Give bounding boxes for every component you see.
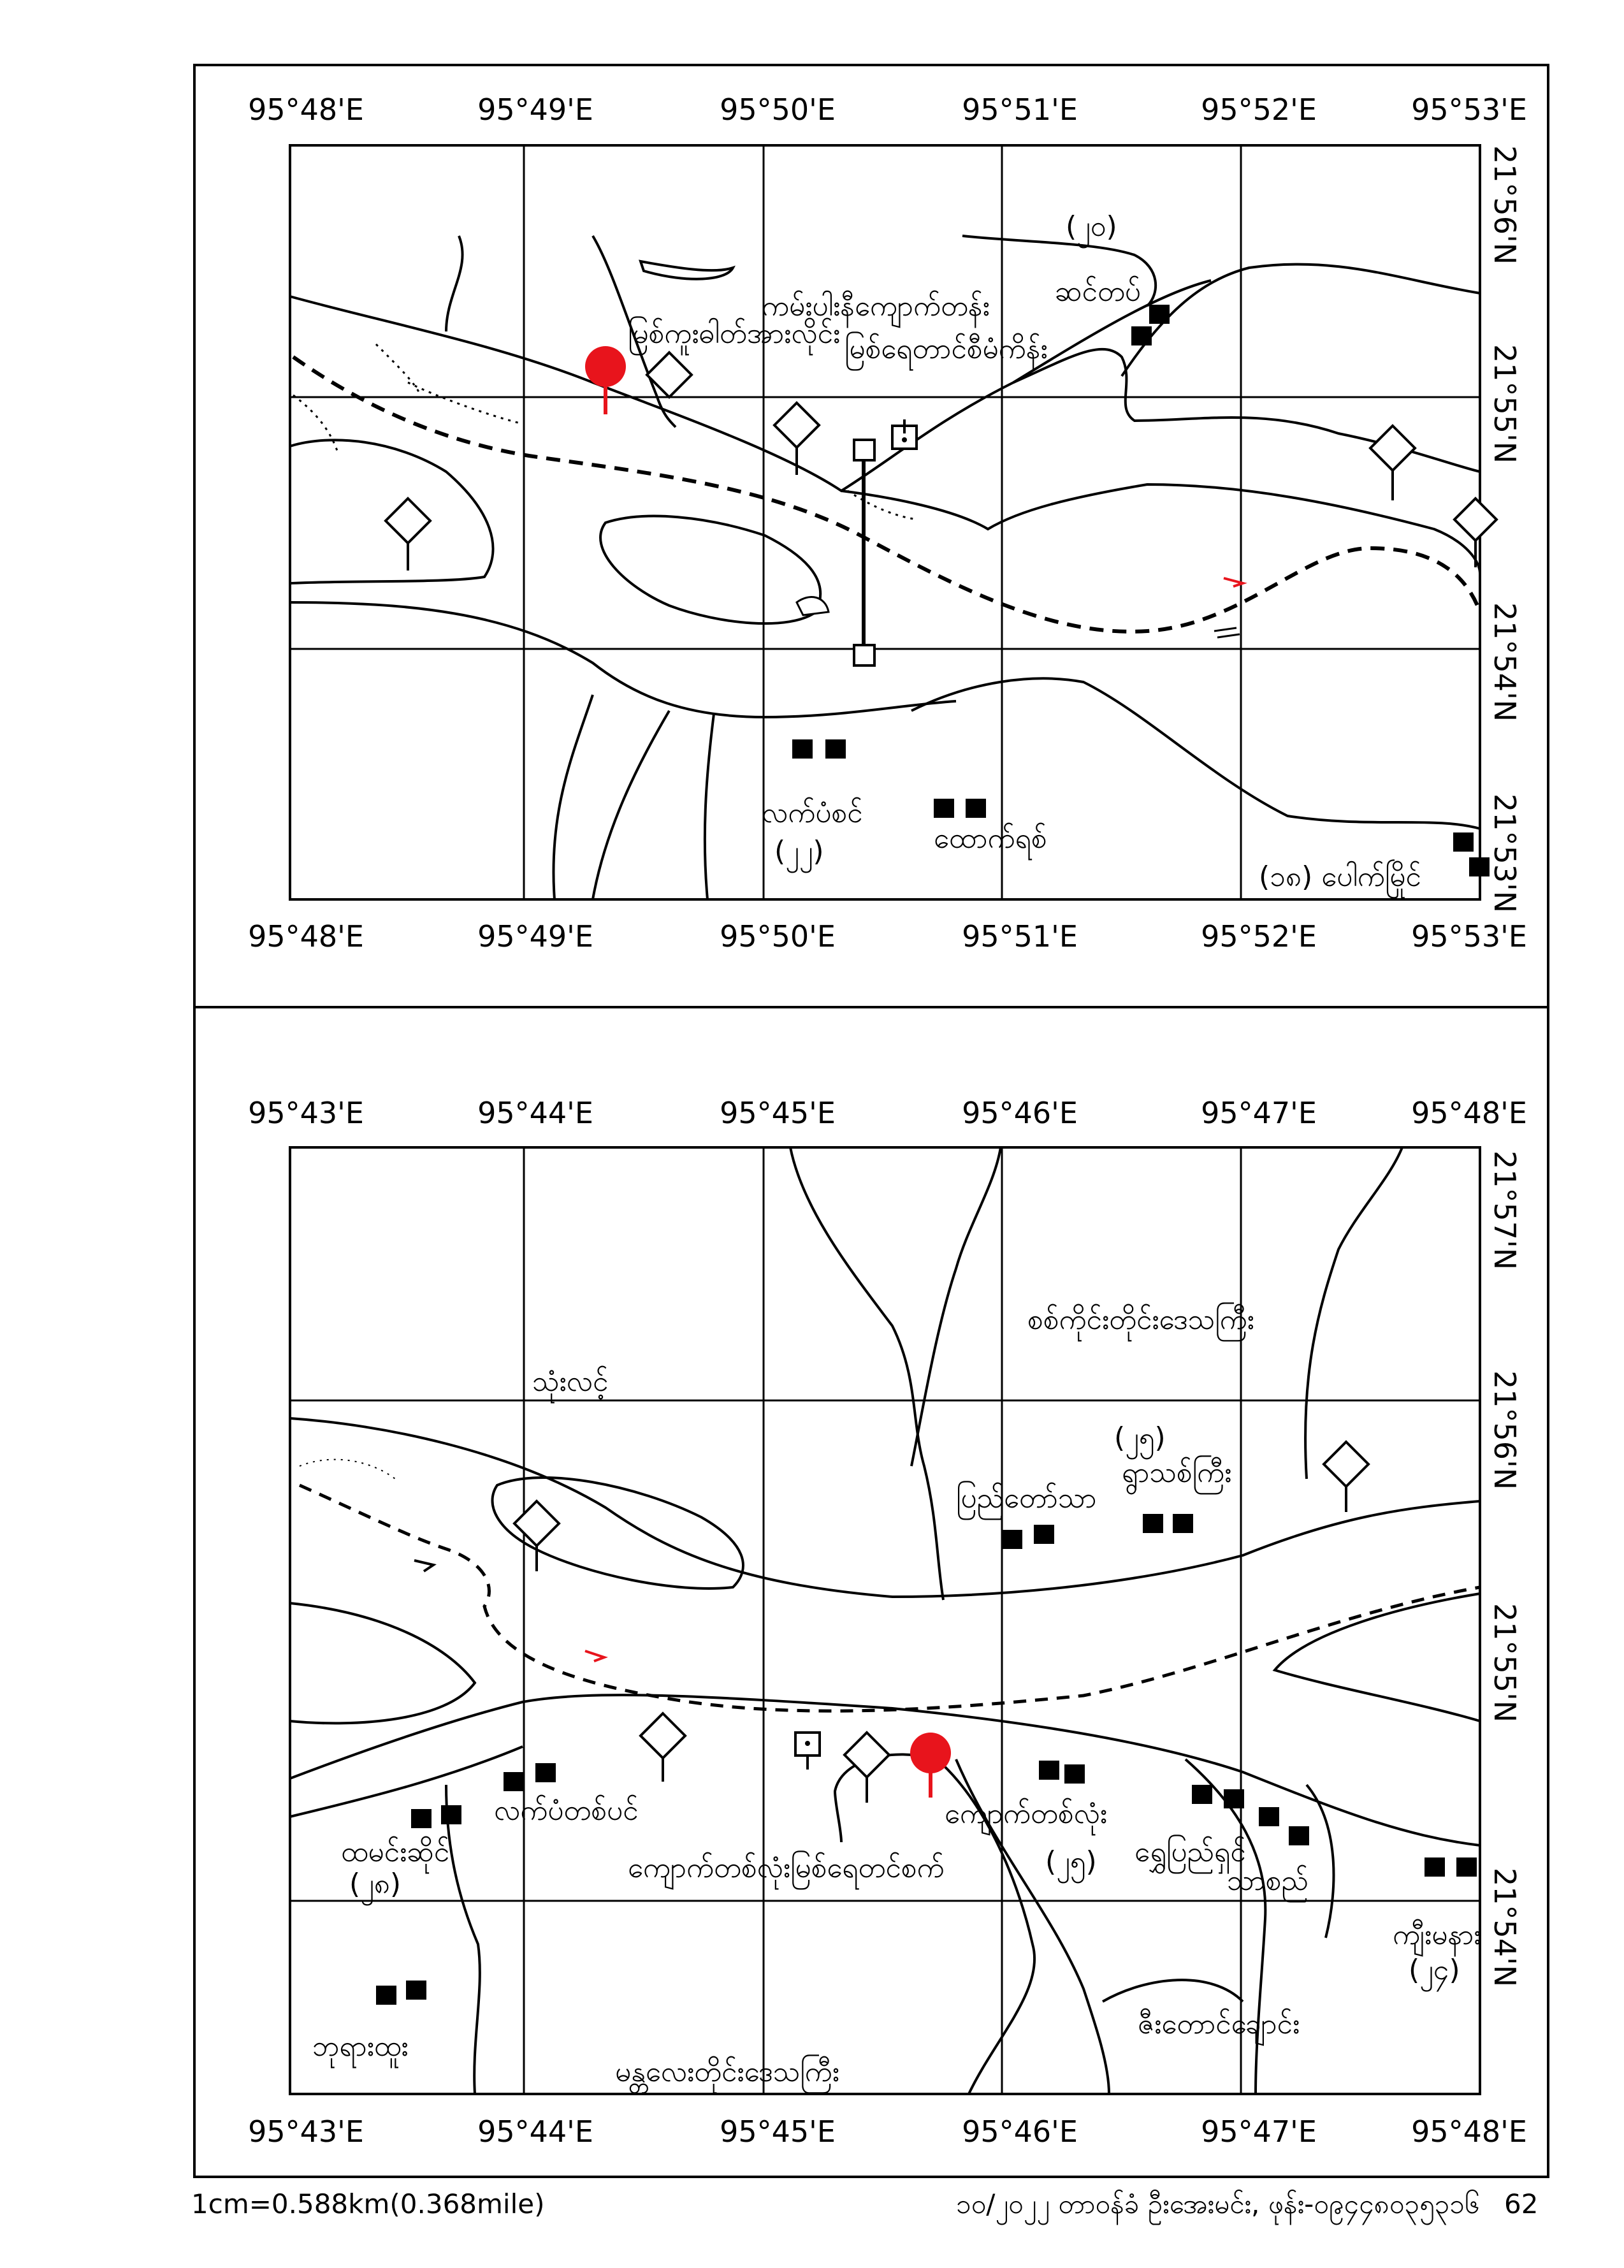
bottom-map	[248, 1096, 1527, 2149]
pylon-north-icon	[854, 440, 874, 460]
current-arrow-icon	[1214, 628, 1240, 637]
beacon-icon	[845, 1733, 889, 1777]
bottom-map-border	[290, 1147, 1480, 2094]
place-label: (၂၄)	[1409, 1954, 1460, 1986]
top-navigation-channel	[293, 357, 1480, 632]
place-label: ရွှေပြည်ရှင်	[1135, 1836, 1246, 1868]
lon-label: 95°46'E	[962, 2114, 1078, 2149]
top-beacons	[386, 353, 1497, 571]
building-icon	[1192, 1785, 1212, 1804]
place-label: မြစ်ကူးဓါတ်အားလိုင်း	[628, 317, 841, 350]
place-label: ကျောက်တစ်လုံး	[945, 1798, 1108, 1830]
building-icon	[1002, 1530, 1022, 1549]
building-icon	[1131, 326, 1152, 345]
building-icon	[1173, 1514, 1193, 1533]
lon-label: 95°43'E	[248, 1096, 364, 1130]
place-label: သာစည်	[1227, 1865, 1309, 1897]
place-label: ကျောက်တစ်လုံးမြစ်ရေတင်စက်	[628, 1852, 945, 1884]
place-label: လက်ပံစင်	[762, 797, 863, 829]
pylon-south-icon	[854, 645, 874, 665]
beacon-icon	[1454, 498, 1497, 541]
building-icon	[1064, 1764, 1085, 1784]
place-label: ဘုရားထူး	[312, 2030, 409, 2063]
lon-label: 95°45'E	[720, 2114, 836, 2149]
place-label: (၂၀)	[1066, 210, 1117, 243]
scale-label: 1cm=0.588km(0.368mile)	[191, 2188, 545, 2220]
building-icon	[1143, 1514, 1163, 1533]
flow-arrow-icon	[585, 1651, 604, 1661]
top-lon-labels-top	[248, 92, 1527, 127]
building-icon	[966, 799, 986, 818]
building-icon	[1034, 1525, 1054, 1544]
lon-label: 95°44'E	[477, 1096, 593, 1130]
lon-label: 95°47'E	[1201, 2114, 1317, 2149]
place-label: မြစ်ရေတာင်စီမံကိန်း	[845, 333, 1048, 365]
lon-label: 95°50'E	[720, 92, 836, 127]
place-label: သုံးလင့်	[532, 1365, 609, 1398]
place-label: စစ်ကိုင်းတိုင်းဒေသကြီး	[1027, 1304, 1254, 1336]
beacon-icon	[1324, 1442, 1368, 1487]
place-label: ထောက်ရစ်	[934, 822, 1047, 855]
lon-label: 95°48'E	[248, 92, 364, 127]
building-icon	[792, 739, 813, 759]
lon-label: 95°52'E	[1201, 92, 1317, 127]
place-label: ပြည်တော်သာ	[956, 1482, 1097, 1515]
lon-label: 95°53'E	[1411, 919, 1527, 954]
lon-label: 95°50'E	[720, 919, 836, 954]
place-label: ကျီးမနား	[1393, 1919, 1481, 1951]
building-icon	[1259, 1807, 1279, 1826]
building-icon	[376, 1986, 396, 2005]
lon-label: 95°46'E	[962, 1096, 1078, 1130]
bottom-grid	[290, 1147, 1480, 2094]
pump-station-icon	[892, 419, 917, 449]
lat-label: 21°56'N	[1488, 145, 1522, 265]
building-icon	[1469, 857, 1490, 876]
bottom-panel-frame	[194, 1007, 1548, 2177]
place-label: (၂၅)	[1045, 1845, 1097, 1878]
top-map-border	[290, 145, 1480, 899]
place-label: ဆင်တပ်	[1055, 275, 1141, 308]
building-icon	[504, 1772, 524, 1791]
hut-icon	[797, 597, 829, 615]
lon-label: 95°48'E	[1411, 2114, 1527, 2149]
lon-label: 95°47'E	[1201, 1096, 1317, 1130]
lat-label: 21°54'N	[1488, 1868, 1522, 1988]
place-label: (၂၈)	[349, 1868, 402, 1900]
beacon-icon	[774, 403, 819, 447]
beacon-icon	[641, 1713, 685, 1758]
location-pin-icon	[910, 1733, 951, 1798]
lon-label: 95°52'E	[1201, 919, 1317, 954]
place-label: (၂၂)	[774, 835, 824, 868]
top-buildings	[792, 305, 1490, 876]
place-label: (၁၈) ပေါက်မြိုင်	[1259, 861, 1421, 893]
lat-label: 21°55'N	[1488, 344, 1522, 464]
lon-label: 95°51'E	[962, 919, 1078, 954]
building-icon	[934, 799, 954, 818]
lon-label: 95°48'E	[1411, 1096, 1527, 1130]
top-map	[248, 92, 1527, 954]
lon-label: 95°49'E	[477, 919, 593, 954]
building-icon	[441, 1805, 461, 1824]
building-icon	[1039, 1761, 1059, 1780]
building-icon	[1224, 1789, 1244, 1808]
top-lon-labels-bottom	[248, 919, 1527, 954]
lon-label: 95°53'E	[1411, 92, 1527, 127]
lat-label: 21°54'N	[1488, 602, 1522, 722]
top-grid	[290, 145, 1480, 899]
top-sandbar	[641, 261, 733, 279]
lon-label: 95°44'E	[477, 2114, 593, 2149]
building-icon	[825, 739, 846, 759]
building-icon	[411, 1809, 431, 1828]
beacon-icon	[1370, 426, 1415, 470]
lat-label: 21°55'N	[1488, 1603, 1522, 1723]
place-label: (၂၅)	[1114, 1421, 1166, 1454]
footer	[191, 2188, 1538, 2225]
top-place-names	[628, 210, 1421, 899]
lon-label: 95°45'E	[720, 1096, 836, 1130]
place-label: ဇီးတောင်ချောင်း	[1138, 2008, 1300, 2040]
place-label: ထမင်းဆိုင်	[341, 1836, 450, 1868]
building-icon	[535, 1763, 556, 1782]
lon-label: 95°48'E	[248, 919, 364, 954]
bottom-lat-labels	[1488, 1151, 1522, 1987]
top-lat-labels	[1488, 145, 1522, 913]
place-label: ကမ်းပါးနီကျောက်တန်း	[762, 290, 990, 323]
building-icon	[1149, 305, 1170, 324]
lon-label: 95°43'E	[248, 2114, 364, 2149]
place-label: လက်ပံတစ်ပင်	[494, 1794, 639, 1827]
lon-label: 95°51'E	[962, 92, 1078, 127]
location-pin-icon	[585, 346, 626, 414]
lat-label: 21°56'N	[1488, 1370, 1522, 1490]
building-icon	[406, 1981, 426, 2000]
lon-label: 95°49'E	[477, 92, 593, 127]
bottom-lon-labels-bottom	[248, 2114, 1527, 2149]
beacon-icon	[386, 498, 430, 543]
building-icon	[1456, 1857, 1477, 1877]
building-icon	[1453, 832, 1474, 852]
beacon-icon	[514, 1501, 559, 1546]
bottom-lon-labels-top	[248, 1096, 1527, 1130]
building-icon	[1289, 1826, 1309, 1845]
place-label: မန္တလေးတိုင်းဒေသကြီး	[615, 2056, 839, 2088]
place-label: ရွာသစ်ကြီး	[1122, 1457, 1232, 1489]
pump-station-icon	[795, 1733, 820, 1770]
building-icon	[1425, 1857, 1445, 1877]
lat-label: 21°57'N	[1488, 1151, 1522, 1270]
bottom-river	[290, 1147, 1480, 2094]
credit-label: ၁၀/၂၀၂၂ တာဝန်ခံ ဦးအေးမင်း, ဖုန်း-၀၉၄၄၈၀၃၅၃၁၆	[956, 2188, 1480, 2220]
page-number: 62	[1504, 2188, 1539, 2220]
current-arrow-icon	[414, 1560, 433, 1571]
lat-label: 21°53'N	[1488, 794, 1522, 913]
